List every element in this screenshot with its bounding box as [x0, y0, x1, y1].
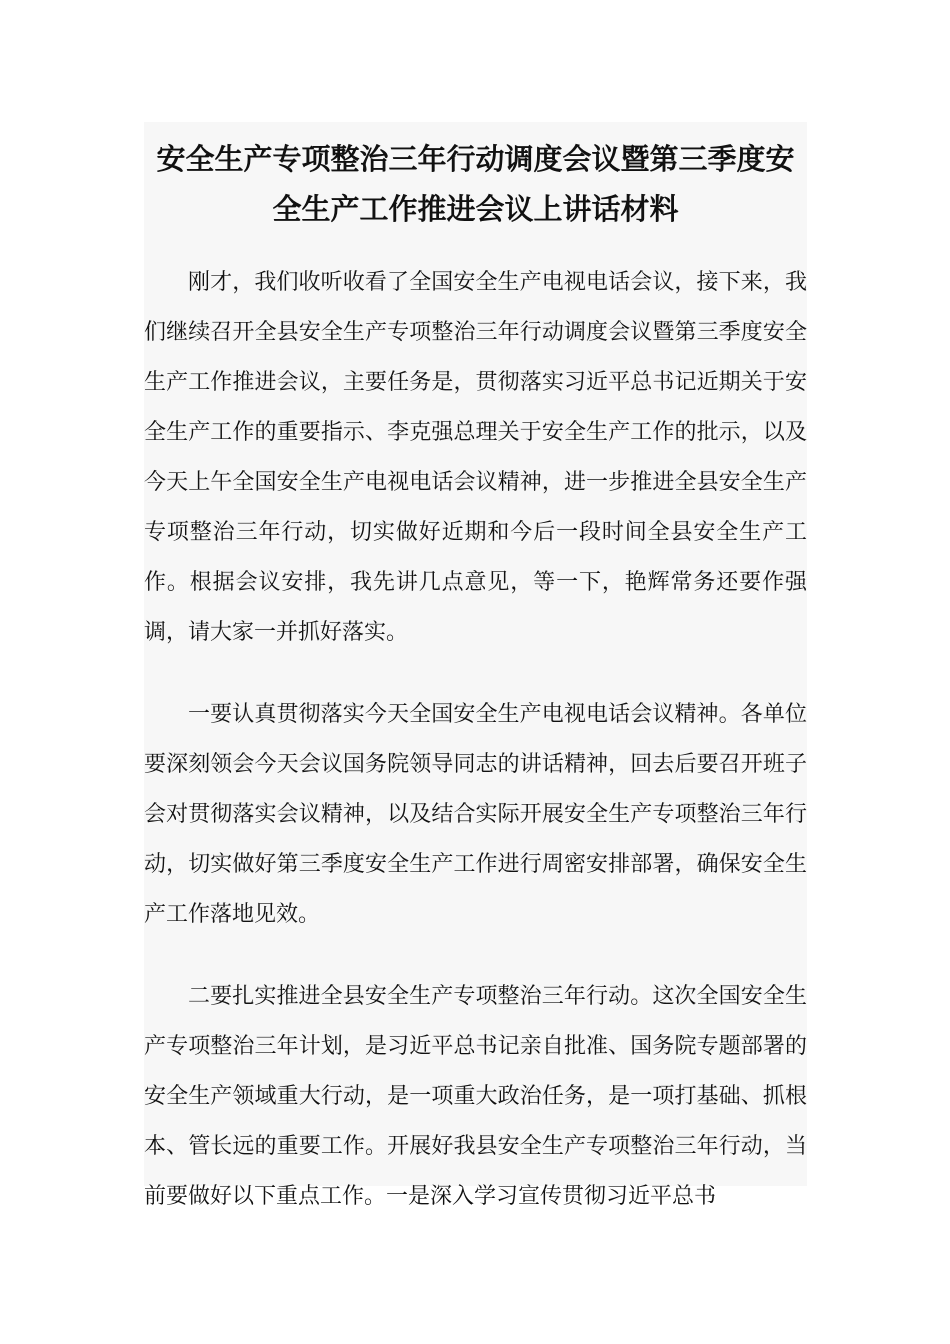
paragraph-point-one: 一要认真贯彻落实今天全国安全生产电视电话会议精神。各单位要深刻领会今天会议国务院领导同志的讲话精神，回去后要召开班子会对贯彻落实会议精神，以及结合实际开展安全生产专项整治三年行动，切实做好第三季度安全生产工作进行周密安排部署，确保安全生产工作落地见效。	[144, 702, 807, 927]
paragraph-intro: 刚才，我们收听收看了全国安全生产电视电话会议，接下来，我们继续召开全县安全生产专项整治三年行动调度会议暨第三季度安全生产工作推进会议，主要任务是，贯彻落实习近平总书记近期关于安全生产工作的重要指示、李克强总理关于安全生产工作的批示，以及今天上午全国安全生产电视电话会议精神，进一步推进全县安全生产专项整治三年行动，切实做好近期和今后一段时间全县安全生产工作。根据会议安排，我先讲几点意见，等一下，艳辉常务还要作强调，请大家一并抓好落实。	[144, 270, 807, 645]
document-title: 安全生产专项整治三年行动调度会议暨第三季度安全生产工作推进会议上讲话材料	[156, 142, 795, 226]
paragraph-point-two: 二要扎实推进全县安全生产专项整治三年行动。这次全国安全生产专项整治三年计划，是习近平总书记亲自批准、国务院专题部署的安全生产领域重大行动，是一项重大政治任务，是一项打基础、抓根本、管长远的重要工作。开展好我县安全生产专项整治三年行动，当前要做好以下重点工作。一是深入学习宣传贯彻习近平总书	[144, 984, 807, 1209]
document-body	[144, 122, 807, 1209]
